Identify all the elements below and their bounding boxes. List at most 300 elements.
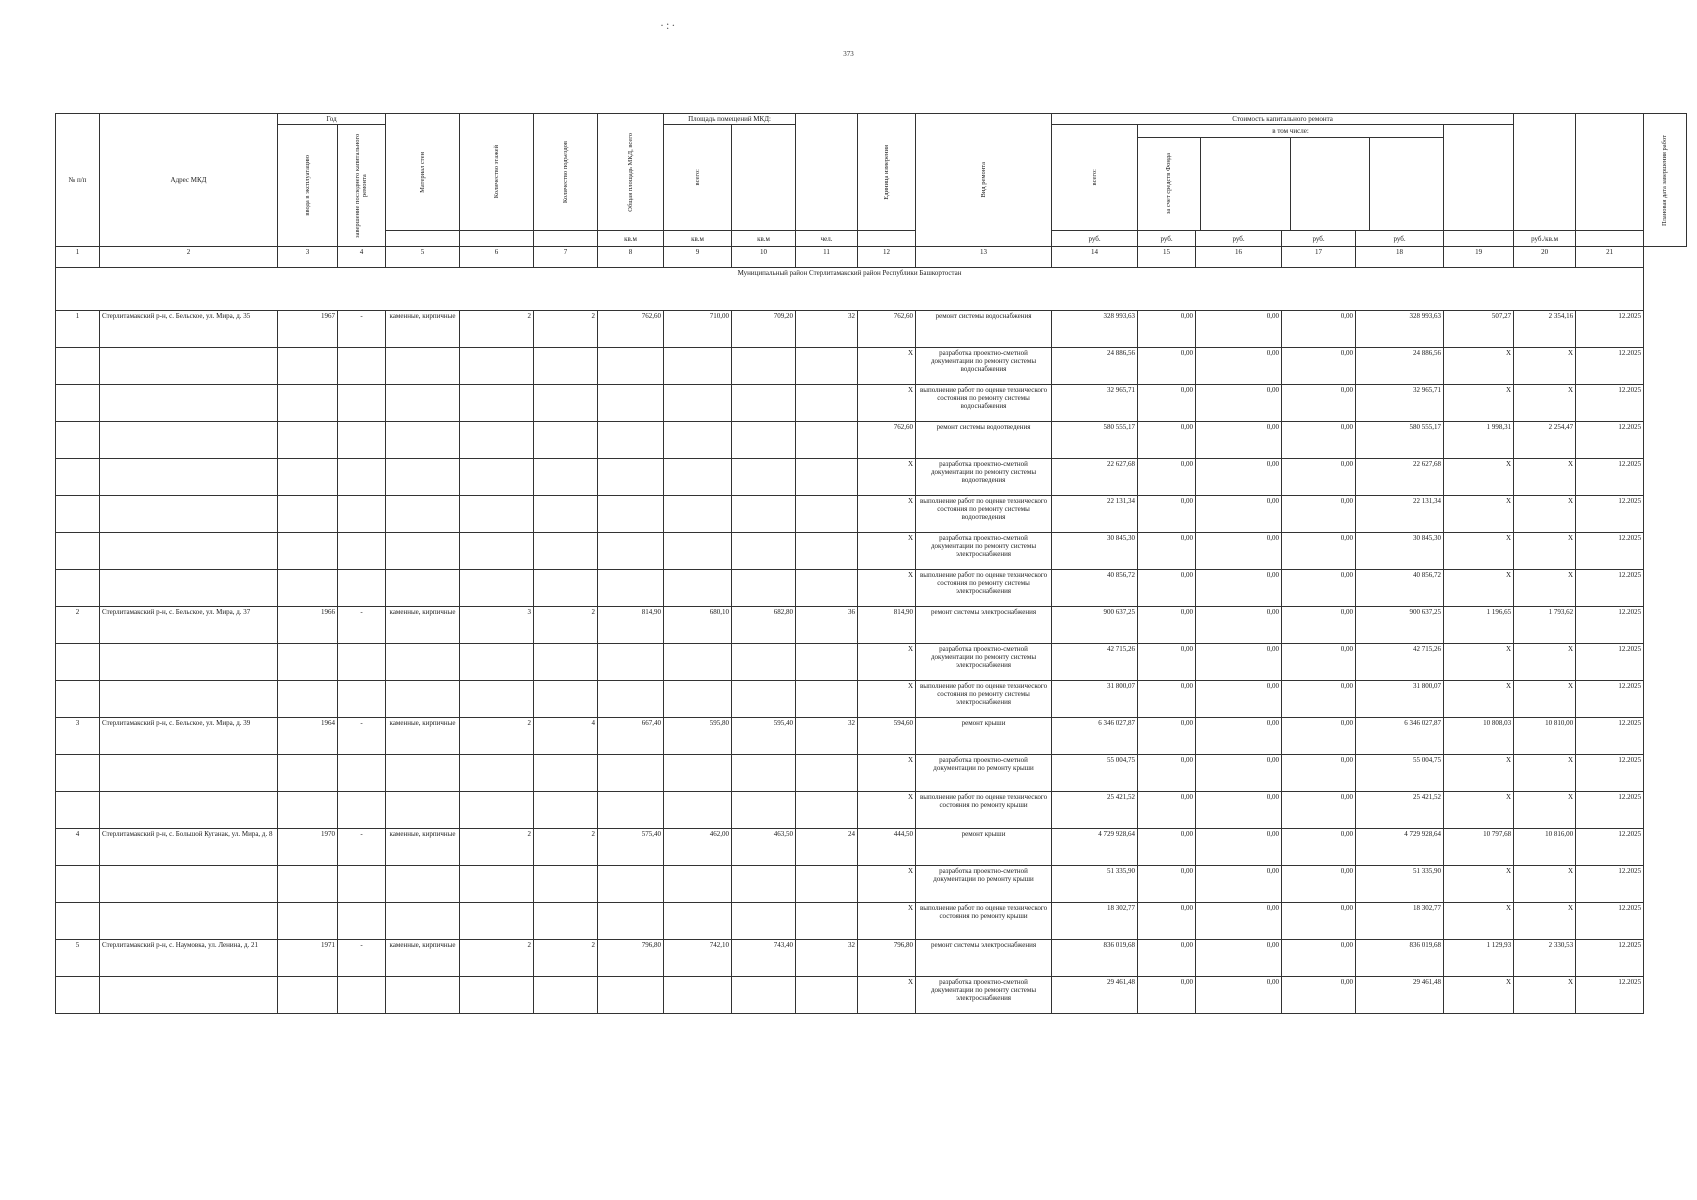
cost-total: 55 004,75: [1052, 755, 1138, 792]
wall-material: каменные, кирпичные: [386, 607, 460, 644]
house-address: [100, 792, 278, 829]
total-area: [598, 496, 664, 533]
cost-total: 24 886,56: [1052, 348, 1138, 385]
floors: [460, 755, 534, 792]
residents: 32: [796, 311, 858, 348]
header-col-8: Общая площадь МКД, всего: [598, 114, 664, 231]
header-col-19: [1514, 114, 1576, 231]
house-address: [100, 644, 278, 681]
total-area: [598, 348, 664, 385]
region-title: Муниципальный район Стерлитамакский район Республики Башкортостан: [56, 268, 1644, 311]
repair-type: выполнение работ по оценке технического состояния по ремонту крыши: [916, 903, 1052, 940]
header-year-group: Год: [278, 114, 386, 125]
entrances: [534, 459, 598, 496]
cost-total: 4 729 928,64: [1052, 829, 1138, 866]
wall-material: [386, 459, 460, 496]
wall-material: каменные, кирпичные: [386, 940, 460, 977]
planned-completion-date: 12.2025: [1576, 866, 1644, 903]
unit-value: 594,60: [858, 718, 916, 755]
cost-col-18: 51 335,90: [1356, 866, 1444, 903]
unit-col-15: руб.: [1138, 231, 1196, 247]
cost-col-18: 580 555,17: [1356, 422, 1444, 459]
header-col-12: Единица измерения: [858, 114, 916, 231]
year-built: 1966: [278, 607, 338, 644]
last-repair-year: [338, 792, 386, 829]
cost-col-17: 0,00: [1282, 385, 1356, 422]
cost-col-17: 0,00: [1282, 459, 1356, 496]
house-number: [56, 459, 100, 496]
cost-col-20: 1 793,62: [1514, 607, 1576, 644]
floors: 2: [460, 311, 534, 348]
floors: 2: [460, 829, 534, 866]
repair-type: ремонт системы электроснабжения: [916, 607, 1052, 644]
residents: [796, 570, 858, 607]
house-number: [56, 496, 100, 533]
table-row: [56, 681, 1687, 718]
house-number: [56, 570, 100, 607]
floors: [460, 496, 534, 533]
cost-total: 836 019,68: [1052, 940, 1138, 977]
residential-area: [732, 570, 796, 607]
residential-area: 709,20: [732, 311, 796, 348]
cost-total: 22 627,68: [1052, 459, 1138, 496]
unit-value: X: [858, 681, 916, 718]
planned-completion-date: 12.2025: [1576, 607, 1644, 644]
header-col-21: Плановая дата завершения работ: [1644, 114, 1687, 247]
year-built: [278, 459, 338, 496]
cost-col-18: 22 627,68: [1356, 459, 1444, 496]
header-cost-group: Стоимость капитального ремонта: [1052, 114, 1514, 125]
residents: 32: [796, 718, 858, 755]
planned-completion-date: 12.2025: [1576, 533, 1644, 570]
wall-material: каменные, кирпичные: [386, 718, 460, 755]
wall-material: [386, 644, 460, 681]
table-row: [56, 348, 1687, 385]
entrances: [534, 903, 598, 940]
cost-total: 6 346 027,87: [1052, 718, 1138, 755]
header-incl: в том числе:: [1138, 125, 1443, 138]
column-number: 7: [534, 247, 598, 268]
region-row: [56, 268, 1687, 311]
cost-col-20: X: [1514, 570, 1576, 607]
wall-material: [386, 681, 460, 718]
cost-col-19: X: [1444, 385, 1514, 422]
wall-material: [386, 866, 460, 903]
cost-col-19: 10 808,03: [1444, 718, 1514, 755]
house-number: [56, 977, 100, 1014]
table-row: [56, 903, 1687, 940]
total-area: [598, 459, 664, 496]
floors: [460, 644, 534, 681]
house-address: [100, 755, 278, 792]
planned-completion-date: 12.2025: [1576, 977, 1644, 1014]
cost-col-19: X: [1444, 977, 1514, 1014]
cost-col-18: 42 715,26: [1356, 644, 1444, 681]
cost-col-17: 0,00: [1282, 348, 1356, 385]
cost-col-16: 0,00: [1196, 977, 1282, 1014]
cost-col-19: X: [1444, 792, 1514, 829]
unit-value: X: [858, 570, 916, 607]
entrances: [534, 533, 598, 570]
cost-col-20: 2 254,47: [1514, 422, 1576, 459]
cost-col-16: 0,00: [1196, 570, 1282, 607]
cost-col-19: X: [1444, 496, 1514, 533]
cost-total: 328 993,63: [1052, 311, 1138, 348]
house-address: [100, 533, 278, 570]
floors: [460, 681, 534, 718]
last-repair-year: [338, 533, 386, 570]
table-row: [56, 977, 1687, 1014]
house-number: 2: [56, 607, 100, 644]
year-built: 1967: [278, 311, 338, 348]
unit-value: X: [858, 755, 916, 792]
cost-total: 22 131,34: [1052, 496, 1138, 533]
cost-col-17: 0,00: [1282, 644, 1356, 681]
unit-col-12: [858, 231, 916, 247]
house-address: [100, 681, 278, 718]
repair-type: выполнение работ по оценке технического состояния по ремонту системы водоотведения: [916, 496, 1052, 533]
unit-value: 762,60: [858, 422, 916, 459]
cost-col-18: 25 421,52: [1356, 792, 1444, 829]
entrances: [534, 866, 598, 903]
residential-area: 595,40: [732, 718, 796, 755]
premises-area: [664, 755, 732, 792]
column-number: 19: [1444, 247, 1514, 268]
header-col-3: ввода в эксплуатацию: [278, 125, 338, 247]
floors: [460, 459, 534, 496]
cost-col-17: 0,00: [1282, 607, 1356, 644]
cost-col-20: X: [1514, 496, 1576, 533]
premises-area: [664, 866, 732, 903]
cost-col-17: 0,00: [1282, 718, 1356, 755]
entrances: [534, 385, 598, 422]
unit-col-18: руб.: [1356, 231, 1444, 247]
cost-col-19: 1 196,65: [1444, 607, 1514, 644]
residential-area: [732, 644, 796, 681]
cost-col-19: X: [1444, 348, 1514, 385]
cost-fund: 0,00: [1138, 422, 1196, 459]
last-repair-year: [338, 903, 386, 940]
header-col-6: Количество этажей: [460, 114, 534, 231]
cost-col-19: X: [1444, 903, 1514, 940]
unit-value: 796,80: [858, 940, 916, 977]
last-repair-year: [338, 570, 386, 607]
entrances: [534, 422, 598, 459]
total-area: [598, 903, 664, 940]
house-number: [56, 533, 100, 570]
unit-value: X: [858, 903, 916, 940]
premises-area: [664, 422, 732, 459]
wall-material: [386, 755, 460, 792]
cost-col-18: 32 965,71: [1356, 385, 1444, 422]
year-built: 1964: [278, 718, 338, 755]
wall-material: [386, 977, 460, 1014]
repair-type: разработка проектно-сметной документации по ремонту системы электроснабжения: [916, 533, 1052, 570]
cost-col-17: 0,00: [1282, 533, 1356, 570]
header-col-10: [732, 125, 796, 231]
cost-total: 25 421,52: [1052, 792, 1138, 829]
cost-col-16: 0,00: [1196, 718, 1282, 755]
wall-material: [386, 385, 460, 422]
residential-area: 682,80: [732, 607, 796, 644]
residents: 36: [796, 607, 858, 644]
floors: [460, 348, 534, 385]
cost-col-17: 0,00: [1282, 977, 1356, 1014]
cost-col-20: X: [1514, 681, 1576, 718]
unit-value: X: [858, 792, 916, 829]
cost-fund: 0,00: [1138, 311, 1196, 348]
floors: [460, 570, 534, 607]
cost-col-18: 22 131,34: [1356, 496, 1444, 533]
last-repair-year: [338, 866, 386, 903]
unit-col-20: руб./кв.м: [1514, 231, 1576, 247]
cost-col-17: 0,00: [1282, 940, 1356, 977]
last-repair-year: -: [338, 829, 386, 866]
floors: [460, 385, 534, 422]
residential-area: 743,40: [732, 940, 796, 977]
column-number: 21: [1576, 247, 1644, 268]
unit-col-19: [1444, 231, 1514, 247]
planned-completion-date: 12.2025: [1576, 829, 1644, 866]
wall-material: [386, 570, 460, 607]
entrances: [534, 755, 598, 792]
cost-col-19: 1 998,31: [1444, 422, 1514, 459]
repair-type: ремонт системы электроснабжения: [916, 940, 1052, 977]
house-address: [100, 496, 278, 533]
unit-value: X: [858, 385, 916, 422]
cost-col-18: 55 004,75: [1356, 755, 1444, 792]
planned-completion-date: 12.2025: [1576, 422, 1644, 459]
cost-col-18: 4 729 928,64: [1356, 829, 1444, 866]
year-built: [278, 755, 338, 792]
residential-area: [732, 348, 796, 385]
cost-col-18: 900 637,25: [1356, 607, 1444, 644]
cost-col-16: 0,00: [1196, 422, 1282, 459]
last-repair-year: -: [338, 311, 386, 348]
cost-col-19: X: [1444, 570, 1514, 607]
total-area: [598, 681, 664, 718]
house-address: Стерлитамакский р-н, с. Бельское, ул. Мира, д. 35: [100, 311, 278, 348]
wall-material: [386, 903, 460, 940]
residents: [796, 644, 858, 681]
header-incl-block: [1138, 125, 1444, 231]
residential-area: [732, 422, 796, 459]
cost-fund: 0,00: [1138, 607, 1196, 644]
last-repair-year: [338, 422, 386, 459]
total-area: [598, 755, 664, 792]
column-number: 13: [916, 247, 1052, 268]
wall-material: каменные, кирпичные: [386, 829, 460, 866]
planned-completion-date: 12.2025: [1576, 940, 1644, 977]
header-col-5: Материал стен: [386, 114, 460, 231]
cost-col-16: 0,00: [1196, 644, 1282, 681]
premises-area: 742,10: [664, 940, 732, 977]
header-area-group: Площадь помещений МКД:: [664, 114, 796, 125]
table-row: [56, 385, 1687, 422]
page-number: 373: [843, 50, 854, 58]
cost-col-18: 18 302,77: [1356, 903, 1444, 940]
cost-col-16: 0,00: [1196, 607, 1282, 644]
cost-col-19: X: [1444, 459, 1514, 496]
cost-col-18: 328 993,63: [1356, 311, 1444, 348]
wall-material: [386, 496, 460, 533]
last-repair-year: [338, 459, 386, 496]
premises-area: 462,00: [664, 829, 732, 866]
header-col-16: [1200, 138, 1290, 230]
cost-fund: 0,00: [1138, 644, 1196, 681]
house-number: 5: [56, 940, 100, 977]
year-built: [278, 385, 338, 422]
residents: [796, 903, 858, 940]
header-col-15: за счет средств Фонда: [1138, 138, 1200, 230]
cost-col-16: 0,00: [1196, 681, 1282, 718]
residents: [796, 792, 858, 829]
cost-total: 31 800,07: [1052, 681, 1138, 718]
column-number: 1: [56, 247, 100, 268]
repair-type: разработка проектно-сметной документации по ремонту системы электроснабжения: [916, 644, 1052, 681]
planned-completion-date: 12.2025: [1576, 903, 1644, 940]
cost-col-20: X: [1514, 977, 1576, 1014]
cost-fund: 0,00: [1138, 681, 1196, 718]
year-built: [278, 422, 338, 459]
unit-value: X: [858, 644, 916, 681]
cost-col-18: 31 800,07: [1356, 681, 1444, 718]
cost-fund: 0,00: [1138, 792, 1196, 829]
cost-col-16: 0,00: [1196, 940, 1282, 977]
cost-col-16: 0,00: [1196, 459, 1282, 496]
house-address: [100, 348, 278, 385]
cost-fund: 0,00: [1138, 496, 1196, 533]
cost-col-18: 30 845,30: [1356, 533, 1444, 570]
unit-value: X: [858, 866, 916, 903]
house-address: [100, 570, 278, 607]
floors: 2: [460, 940, 534, 977]
total-area: [598, 533, 664, 570]
cost-total: 42 715,26: [1052, 644, 1138, 681]
column-number: 14: [1052, 247, 1138, 268]
cost-col-19: 507,27: [1444, 311, 1514, 348]
cost-fund: 0,00: [1138, 570, 1196, 607]
header-col-18: [1369, 138, 1443, 230]
cost-col-17: 0,00: [1282, 570, 1356, 607]
column-number: 20: [1514, 247, 1576, 268]
cost-col-16: 0,00: [1196, 792, 1282, 829]
table-row: [56, 570, 1687, 607]
floors: [460, 866, 534, 903]
unit-col-10: кв.м: [732, 231, 796, 247]
table-row: [56, 422, 1687, 459]
table-row: [56, 459, 1687, 496]
residents: [796, 459, 858, 496]
header-incl-table: [1138, 138, 1443, 230]
table-row: [56, 755, 1687, 792]
entrances: 2: [534, 311, 598, 348]
residential-area: [732, 533, 796, 570]
column-number: 5: [386, 247, 460, 268]
cost-col-19: X: [1444, 644, 1514, 681]
unit-value: X: [858, 496, 916, 533]
repair-type: выполнение работ по оценке технического состояния по ремонту системы водоснабжения: [916, 385, 1052, 422]
entrances: 4: [534, 718, 598, 755]
residents: 32: [796, 940, 858, 977]
cost-fund: 0,00: [1138, 755, 1196, 792]
unit-value: 762,60: [858, 311, 916, 348]
residential-area: [732, 903, 796, 940]
house-number: [56, 755, 100, 792]
house-number: 4: [56, 829, 100, 866]
cost-col-20: X: [1514, 755, 1576, 792]
header-col-2: Адрес МКД: [100, 114, 278, 247]
last-repair-year: [338, 385, 386, 422]
premises-area: 680,10: [664, 607, 732, 644]
planned-completion-date: 12.2025: [1576, 718, 1644, 755]
header-col-14: всего:: [1052, 125, 1138, 231]
cost-col-20: 10 816,00: [1514, 829, 1576, 866]
total-area: [598, 866, 664, 903]
last-repair-year: [338, 348, 386, 385]
floors: [460, 533, 534, 570]
table-row: [56, 644, 1687, 681]
wall-material: [386, 348, 460, 385]
planned-completion-date: 12.2025: [1576, 385, 1644, 422]
planned-completion-date: 12.2025: [1576, 644, 1644, 681]
residential-area: [732, 866, 796, 903]
unit-col-7: [534, 231, 598, 247]
cost-col-18: 6 346 027,87: [1356, 718, 1444, 755]
table-row: [56, 607, 1687, 644]
floors: [460, 903, 534, 940]
entrances: 2: [534, 940, 598, 977]
total-area: [598, 422, 664, 459]
header-col-20: [1576, 114, 1644, 231]
cost-col-16: 0,00: [1196, 866, 1282, 903]
cost-col-20: 10 810,00: [1514, 718, 1576, 755]
planned-completion-date: 12.2025: [1576, 496, 1644, 533]
year-built: [278, 348, 338, 385]
last-repair-year: [338, 755, 386, 792]
total-area: 814,90: [598, 607, 664, 644]
column-number: 11: [796, 247, 858, 268]
cost-col-18: 40 856,72: [1356, 570, 1444, 607]
unit-col-17: руб.: [1282, 231, 1356, 247]
premises-area: [664, 792, 732, 829]
header-col-9: всего:: [664, 125, 732, 231]
repair-type: разработка проектно-сметной документации по ремонту крыши: [916, 866, 1052, 903]
entrances: [534, 496, 598, 533]
cost-fund: 0,00: [1138, 533, 1196, 570]
column-number: 4: [338, 247, 386, 268]
floors: [460, 977, 534, 1014]
residents: [796, 496, 858, 533]
table-row: [56, 496, 1687, 533]
total-area: [598, 644, 664, 681]
cost-col-17: 0,00: [1282, 829, 1356, 866]
cost-col-17: 0,00: [1282, 903, 1356, 940]
residents: [796, 977, 858, 1014]
house-address: Стерлитамакский р-н, с. Большой Куганак, ул. Мира, д. 8: [100, 829, 278, 866]
floors: 2: [460, 718, 534, 755]
cost-col-20: X: [1514, 792, 1576, 829]
cost-total: 29 461,48: [1052, 977, 1138, 1014]
house-number: [56, 681, 100, 718]
house-address: [100, 903, 278, 940]
cost-col-19: X: [1444, 755, 1514, 792]
table-row: [56, 940, 1687, 977]
residential-area: [732, 459, 796, 496]
year-built: [278, 644, 338, 681]
table-row: [56, 829, 1687, 866]
column-number: 18: [1356, 247, 1444, 268]
